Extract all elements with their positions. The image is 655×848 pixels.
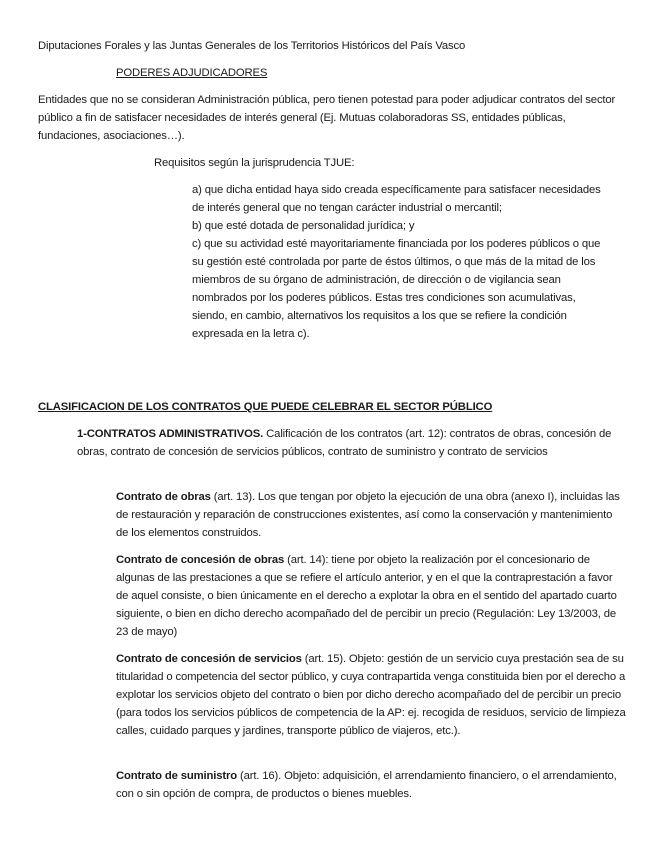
requisitos-list [192,181,612,343]
contrato-text: (art. 13). Los que tengan por objeto la ejecución de una obra (anexo I), incluidas las de restauración y reparación de construcciones existentes, así como la conservación y mantenimiento de los elementos construidos. [116,491,620,539]
contrato-concesion-obras [116,551,621,641]
contrato-text: (art. 14): tiene por objeto la realización por el concesionario de algunas de las prestaciones a que se refiere el artículo anterior, y en el que la contraprestación a favor de aquel consiste, o bien únicamente en el derecho a explotar la obra en el sentido del apartado cuarto siguiente, o bien en dicho derecho acompañado del de percibir un precio (Regulación: Ley 13/2003, de 23 de mayo) [116,554,617,638]
contrato-text: (art. 16). Objeto: adquisición, el arrendamiento financiero, o el arrendamiento, con o sin opción de compra, de productos o bienes muebles. [116,770,617,800]
section-contratos-administrativos [77,425,625,461]
requisito-b: b) que esté dotada de personalidad jurídica; y [192,220,415,232]
requisito-c: c) que su actividad esté mayoritariamente financiada por los poderes públicos o que su gestión esté controlada por parte de éstos últimos, o que más de la mitad de los miembros de su órgano de administración, de dirección o de vigilancia sean nombrados por los poderes públicos. Estas tres condiciones son acumulativas, siendo, en cambio, alternativos los requisitos a los que se refiere la condición expresada en la letra c). [192,238,601,340]
contrato-title: Contrato de concesión de obras [116,554,285,566]
contrato-text: (art. 15). Objeto: gestión de un servicio cuya prestación sea de su titularidad o competencia del sector público, y cuya contrapartida venga constituida bien por el derecho a explotar los servicios objeto del contrato o bien por dicho derecho acompañado del de percibir un precio (para todos los servicios públicos de competencia de la AP: ej. recogida de residuos, servicio de limpieza calles, cuidado parques y jardines, transporte público de viajeros, etc.). [116,653,626,737]
requisitos-heading: Requisitos según la jurisprudencia TJUE: [154,157,355,169]
poderes-heading: PODERES ADJUDICADORES [116,67,268,79]
contrato-title: Contrato de concesión de servicios [116,653,302,665]
clasificacion-heading: CLASIFICACION DE LOS CONTRATOS QUE PUEDE CELEBRAR EL SECTOR PÚBLICO [38,401,493,413]
section-text: Calificación de los contratos (art. 12): contratos de obras, concesión de obras, contrato de concesión de servicios públicos, contrato de suministro y contrato de servicios [77,428,612,458]
requisito-a: a) que dicha entidad haya sido creada específicamente para satisfacer necesidades de interés general que no tengan carácter industrial o mercantil; [192,184,601,214]
contrato-suministro [116,767,621,803]
contrato-title: Contrato de obras [116,491,211,503]
contrato-concesion-servicios [116,650,626,740]
section-title: 1-CONTRATOS ADMINISTRATIVOS. [77,428,264,440]
contrato-title: Contrato de suministro [116,770,237,782]
intro-line: Diputaciones Forales y las Juntas Generales de los Territorios Históricos del País Vasco [38,40,466,52]
contrato-obras [116,488,621,542]
poderes-paragraph: Entidades que no se consideran Administración pública, pero tienen potestad para poder adjudicar contratos del sector público a fin de satisfacer necesidades de interés general (Ej. Mutuas colaboradoras SS, entidades públicas, fundaciones, asociaciones…). [38,94,616,142]
